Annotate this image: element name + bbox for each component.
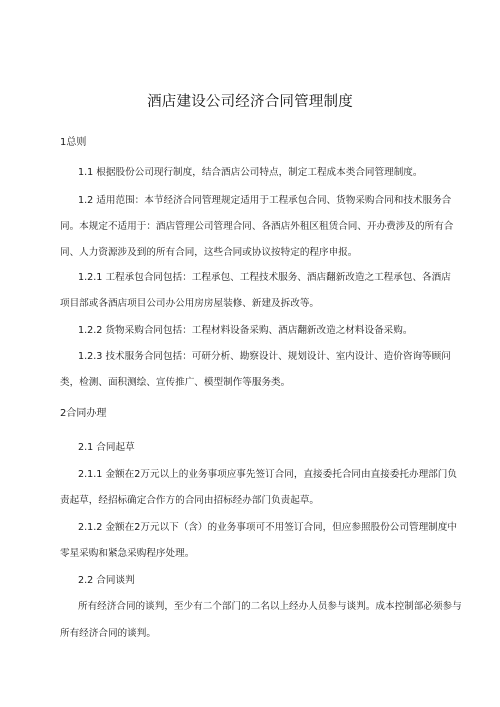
subsection-heading: 2.1 合同起草 bbox=[78, 442, 135, 453]
paragraph-line: 类，检测、面积测绘、宣传推广、模型制作等服务类。 bbox=[60, 377, 291, 388]
paragraph-line: 所有经济合同的谈判。 bbox=[60, 628, 156, 639]
paragraph-line: 项目部或各酒店项目公司办公用房房屋装修、新建及拆改等。 bbox=[60, 298, 320, 309]
subsection-heading: 2.2 合同谈判 bbox=[78, 575, 135, 586]
paragraph-line: 1.2.1 工程承包合同包括：工程承包、工程技术服务、酒店翻新改造之工程承包、各酒店 bbox=[78, 272, 451, 283]
paragraph-line: 同。本规定不适用于：酒店管理公司管理合同、各酒店外租区租赁合同、开办费涉及的所有合 bbox=[60, 221, 454, 232]
section-heading-contract-handling: 2合同办理 bbox=[60, 408, 107, 419]
document-title: 酒店建设公司经济合同管理制度 bbox=[147, 94, 353, 110]
paragraph-line: 2.1.1 金额在2万元以上的业务事项应事先签订合同，直接委托合同由直接委托办理部门负 bbox=[78, 469, 457, 480]
paragraph-line: 2.1.2 金额在2万元以下（含）的业务事项可不用签订合同，但应参照股份公司管理制度中 bbox=[78, 522, 457, 533]
paragraph-line: 1.2.2 货物采购合同包括：工程材料设备采购、酒店翻新改造之材料设备采购。 bbox=[78, 325, 413, 336]
paragraph-line: 零星采购和紧急采购程序处理。 bbox=[60, 548, 195, 559]
section-heading-general: 1总则 bbox=[60, 137, 87, 148]
paragraph-line: 1.2.3 技术服务合同包括：可研分析、勘察设计、规划设计、室内设计、造价咨询等顾问 bbox=[78, 351, 451, 362]
paragraph-line: 所有经济合同的谈判，至少有二个部门的二名以上经办人员参与谈判。成本控制部必须参与 bbox=[78, 601, 462, 612]
paragraph-line: 同、人力资源涉及到的所有合同，这些合同或协议按特定的程序申报。 bbox=[60, 247, 358, 258]
paragraph-line: 1.2 适用范围：本节经济合同管理规定适用于工程承包合同、货物采购合同和技术服务合 bbox=[78, 195, 452, 206]
paragraph-line: 1.1 根据股份公司现行制度，结合酒店公司特点，制定工程成本类合同管理制度。 bbox=[78, 167, 423, 178]
paragraph-line: 责起草，经招标确定合作方的合同由招标经办部门负责起草。 bbox=[60, 495, 320, 506]
